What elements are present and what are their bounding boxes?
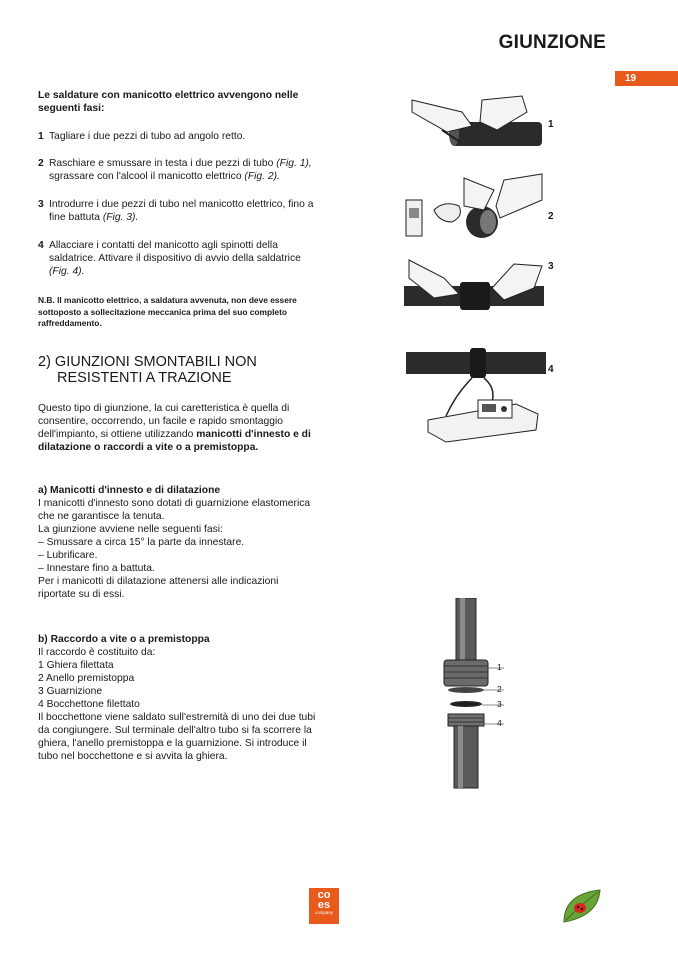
step-1 (38, 130, 318, 143)
step-4 (38, 239, 318, 278)
step-3 (38, 198, 318, 224)
step-text (49, 198, 318, 224)
figure-4-label: 4 (548, 364, 554, 375)
logo-text: company (314, 910, 334, 915)
paragraph-text: Questo tipo di giunzione, la cui caretteristica è quella di consentire, occorrendo, un facile e rapido smontaggio dell'impianto, si ottiene utilizzando (38, 403, 290, 440)
figure-1-label: 1 (548, 119, 554, 130)
subsection-line: 4 Bocchettone filettato (38, 699, 140, 710)
subsection-line: 3 Guarnizione (38, 686, 103, 697)
paragraph-bold: manicotti d'innesto e di dilatazione o raccordi a vite o a premistoppa. (38, 429, 311, 453)
section-heading-line: 2) GIUNZIONI SMONTABILI NON (38, 354, 257, 370)
step-text (49, 239, 318, 278)
figure-3-illustration (404, 258, 544, 320)
intro-text: Le saldature con manicotto elettrico avvengono nelle seguenti fasi: (38, 90, 299, 114)
step-text (49, 157, 318, 183)
figure-2-label: 2 (548, 211, 554, 222)
note-text: N.B. Il manicotto elettrico, a saldatura avvenuta, non deve essere sottoposto a sollecitazione meccanica prima del suo completo raffreddamento. (38, 295, 297, 328)
page-number-badge: 19 (615, 71, 678, 86)
subsection-line: 1 Ghiera filettata (38, 660, 114, 671)
step-2 (38, 157, 318, 183)
step-text-part: Introdurre i due pezzi di tubo nel manicotto elettrico, fino a fine battuta (49, 199, 314, 223)
subsection-title: a) Manicotti d'innesto e di dilatazione (38, 485, 221, 496)
logo-text: es (317, 899, 331, 911)
coes-logo (309, 888, 339, 924)
subsection-b (38, 633, 318, 763)
fitting-diagram (440, 598, 520, 793)
step-text-part: Allacciare i contatti del manicotto agli spinotti della saldatrice. Attivare il dispositivo di avvio della saldatrice (49, 240, 301, 264)
step-number: 4 (38, 240, 44, 251)
leaf-ladybug-icon (560, 886, 604, 926)
subsection-line: – Innestare fino a battuta. (38, 563, 155, 574)
figure-3-label: 3 (548, 261, 554, 272)
page-title: GIUNZIONE (498, 32, 606, 53)
step-text: Tagliare i due pezzi di tubo ad angolo retto. (49, 131, 246, 142)
subsection-line: Il bocchettone viene saldato sull'estremità di uno dei due tubi da congiungere. Sul terminale dell'altro tubo si fa scorrere la ghiera, l'anello premistoppa e la guarnizione. Si introduce il tubo nel bocchettone e si avvita la ghiera. (38, 712, 316, 762)
figure-ref: (Fig. 2). (244, 171, 280, 182)
subsection-line: I manicotti d'innesto sono dotati di guarnizione elastomerica che ne garantisce la tenuta. (38, 498, 311, 522)
diagram-label-1: 1 (497, 662, 502, 672)
subsection-a (38, 484, 318, 601)
diagram-label-4: 4 (497, 718, 502, 728)
figure-ref: (Fig. 4). (49, 266, 85, 277)
logo-text: co (317, 889, 331, 901)
step-text-part: Raschiare e smussare in testa i due pezzi di tubo (49, 158, 274, 169)
step-number: 3 (38, 199, 44, 210)
diagram-label-2: 2 (497, 684, 502, 694)
step-text-part: sgrassare con l'alcool il manicotto elettrico (49, 171, 242, 182)
subsection-line: Il raccordo è costituito da: (38, 647, 156, 658)
subsection-line: – Lubrificare. (38, 550, 98, 561)
step-number: 2 (38, 158, 44, 169)
step-number: 1 (38, 131, 44, 142)
subsection-line: – Smussare a circa 15° la parte da innestare. (38, 537, 245, 548)
diagram-label-3: 3 (497, 699, 502, 709)
figure-2-illustration (404, 170, 544, 245)
subsection-line: 2 Anello premistoppa (38, 673, 135, 684)
section-paragraph (38, 402, 318, 454)
figure-ref: (Fig. 1), (276, 158, 312, 169)
figure-4-illustration (406, 344, 546, 444)
figure-ref: (Fig. 3). (102, 212, 139, 223)
figure-1-illustration (402, 92, 542, 162)
section-heading-line: RESISTENTI A TRAZIONE (57, 370, 232, 386)
subsection-line: La giunzione avviene nelle seguenti fasi: (38, 524, 223, 535)
section-heading (38, 354, 338, 386)
subsection-title: b) Raccordo a vite o a premistoppa (38, 634, 210, 645)
subsection-line: Per i manicotti di dilatazione attenersi alle indicazioni riportate su di essi. (38, 576, 279, 600)
